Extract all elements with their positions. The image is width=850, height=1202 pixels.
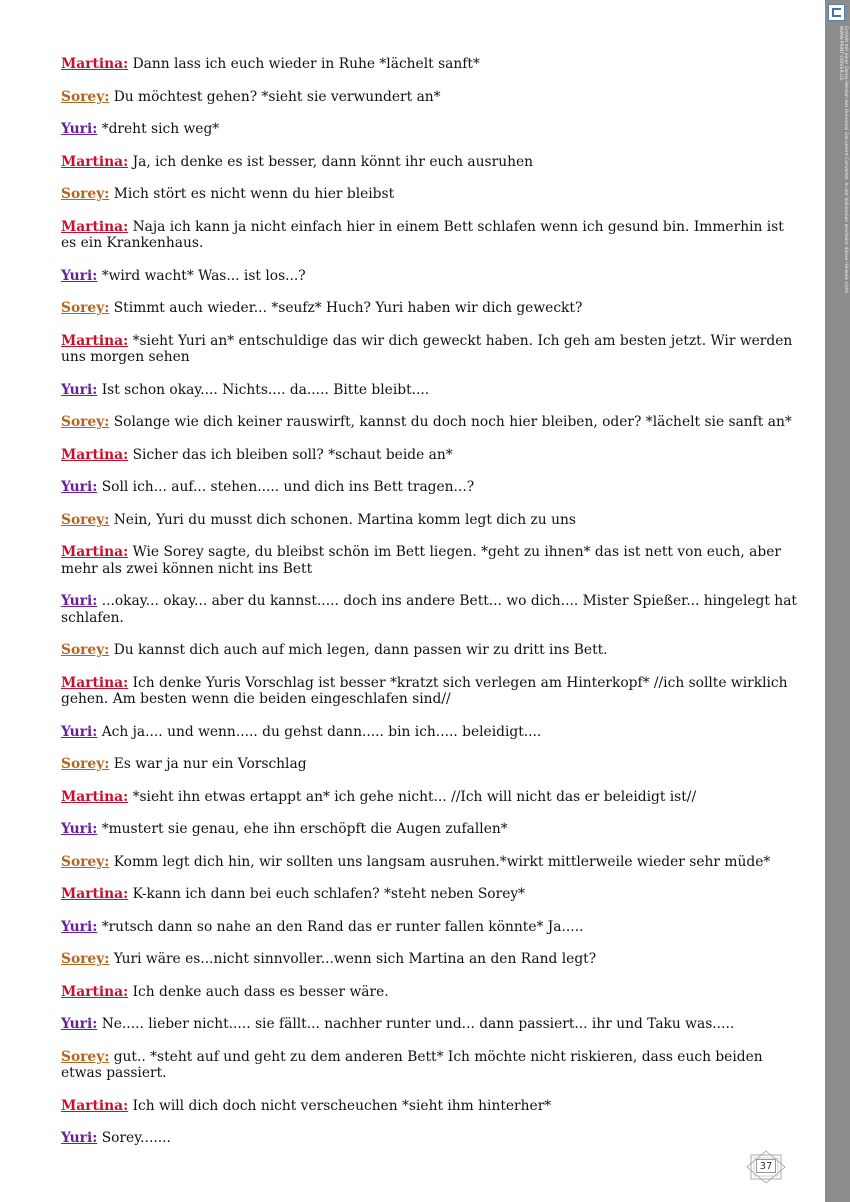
speaker-name-yuri: Yuri: bbox=[61, 723, 98, 740]
dialogue-text-line: Wie Sorey sagte, du bleibst schön im Bett liegen. *geht zu ihnen* das ist nett von euch, aber mehr als zwei können nicht ins Bett bbox=[61, 544, 781, 577]
dialogue-line bbox=[61, 447, 801, 464]
dialogue-text-line: Nein, Yuri du musst dich schonen. Martina komm legt dich zu uns bbox=[113, 511, 576, 528]
speaker-name-yuri: Yuri: bbox=[61, 479, 98, 495]
dialogue-line bbox=[61, 951, 801, 968]
dialogue-line bbox=[61, 268, 801, 285]
speaker-name-martina: Martina: bbox=[61, 886, 129, 902]
udc-logo-icon bbox=[828, 4, 845, 21]
speaker-name-martina: Martina: bbox=[61, 674, 129, 691]
speaker-name-sorey: Sorey: bbox=[61, 186, 110, 202]
dialogue-text-line: Ich denke Yuris Vorschlag ist besser *kratzt sich verlegen am Hinterkopf* //ich sollte wirklich gehen. Am besten wenn die beiden eingeschlafen sind// bbox=[61, 674, 788, 707]
dialogue-line bbox=[61, 333, 801, 366]
speaker-name-yuri: Yuri: bbox=[61, 918, 98, 935]
dialogue-text-line: Sicher das ich bleiben soll? *schaut beide an* bbox=[132, 446, 453, 463]
dialogue-line bbox=[61, 984, 801, 1001]
speaker-name-martina: Martina: bbox=[61, 446, 129, 463]
dialogue-text-line: Sorey....... bbox=[101, 1130, 171, 1146]
dialogue-line bbox=[61, 1130, 801, 1147]
dialogue-line bbox=[61, 1098, 801, 1115]
speaker-name-yuri: Yuri: bbox=[61, 1130, 98, 1146]
dialogue-line bbox=[61, 414, 801, 431]
speaker-name-martina: Martina: bbox=[61, 788, 129, 805]
dialogue-text-line: ...okay... okay... aber du kannst..... doch ins andere Bett... wo dich.... Mister Spießer... hingelegt hat schlafen. bbox=[61, 593, 797, 626]
page-number-ornament bbox=[746, 1150, 786, 1184]
dialogue-text-line: Es war ja nur ein Vorschlag bbox=[113, 756, 307, 772]
speaker-name-martina: Martina: bbox=[61, 332, 129, 349]
dialogue-text-line: Yuri wäre es...nicht sinnvoller...wenn sich Martina an den Rand legt? bbox=[113, 951, 597, 967]
dialogue-line bbox=[61, 186, 801, 203]
dialogue-text-line: Solange wie dich keiner rauswirft, kannst du doch noch hier bleiben, oder? *lächelt sie sanft an* bbox=[113, 414, 792, 430]
dialogue-line bbox=[61, 382, 801, 399]
dialogue-text-line: Ich denke auch dass es besser wäre. bbox=[132, 983, 389, 1000]
dialogue-line bbox=[61, 642, 801, 659]
dialogue-line bbox=[61, 789, 801, 806]
dialogue-text-line: Ich will dich doch nicht verscheuchen *sieht ihm hinterher* bbox=[132, 1097, 552, 1114]
speaker-name-martina: Martina: bbox=[61, 153, 129, 170]
dialogue-text-line: Stimmt auch wieder... *seufz* Huch? Yuri haben wir dich geweckt? bbox=[113, 300, 583, 316]
dialogue-line bbox=[61, 219, 801, 252]
speaker-name-martina: Martina: bbox=[61, 218, 129, 235]
dialogue-line bbox=[61, 154, 801, 171]
dialogue-text-line: *dreht sich weg* bbox=[101, 121, 220, 137]
speaker-name-martina: Martina: bbox=[61, 1097, 129, 1114]
speaker-name-yuri: Yuri: bbox=[61, 593, 98, 609]
speaker-name-martina: Martina: bbox=[61, 544, 129, 560]
dialogue-line bbox=[61, 1016, 801, 1033]
dialogue-line bbox=[61, 886, 801, 903]
demo-notice-url: WWW.PRINT-DRIVER.DE bbox=[837, 26, 843, 81]
speaker-name-yuri: Yuri: bbox=[61, 381, 98, 398]
page-number: 37 bbox=[756, 1159, 776, 1173]
dialogue-line bbox=[61, 675, 801, 708]
dialogue-line bbox=[61, 821, 801, 838]
dialogue-text-line: *mustert sie genau, ehe ihn erschöpft die Augen zufallen* bbox=[101, 821, 508, 837]
dialogue-line bbox=[61, 854, 801, 871]
dialogue-line bbox=[61, 919, 801, 936]
dialogue-text-line: Du möchtest gehen? *sieht sie verwundert an* bbox=[113, 88, 441, 105]
speaker-name-sorey: Sorey: bbox=[61, 88, 110, 105]
speaker-name-martina: Martina: bbox=[61, 56, 129, 72]
dialogue-text-line: *wird wacht* Was... ist los...? bbox=[101, 267, 306, 284]
speaker-name-yuri: Yuri: bbox=[61, 1016, 98, 1032]
speaker-name-sorey: Sorey: bbox=[61, 853, 110, 870]
dialogue-line bbox=[61, 756, 801, 773]
speaker-name-sorey: Sorey: bbox=[61, 951, 110, 967]
dialogue-text-line: K-kann ich dann bei euch schlafen? *steht neben Sorey* bbox=[132, 886, 526, 902]
dialogue-text-line: Soll ich... auf... stehen..... und dich ins Bett tragen...? bbox=[101, 479, 475, 495]
dialogue-line bbox=[61, 1049, 801, 1082]
dialogue-text-line: Du kannst dich auch auf mich legen, dann passen wir zu dritt ins Bett. bbox=[113, 642, 608, 658]
speaker-name-sorey: Sorey: bbox=[61, 1048, 110, 1065]
dialogue-text-line: Ist schon okay.... Nichts.... da..... Bitte bleibt.... bbox=[101, 381, 430, 398]
dialogue-text-line: *sieht ihn etwas ertappt an* ich gehe nicht... //Ich will nicht das er beleidigt ist// bbox=[132, 788, 697, 805]
dialogue-text-line: Ja, ich denke es ist besser, dann könnt ihr euch ausruhen bbox=[132, 153, 534, 170]
dialogue-text-line: *rutsch dann so nahe an den Rand das er runter fallen könnte* Ja..... bbox=[101, 918, 584, 935]
demo-notice bbox=[827, 26, 848, 294]
demo-notice-line: Erstellt mit einer Demo-Version des Universal Document Converter. In der Vollversion erscheint dieser Hinweis nicht. bbox=[843, 26, 848, 295]
speaker-name-sorey: Sorey: bbox=[61, 756, 110, 772]
dialogue-line bbox=[61, 300, 801, 317]
dialogue-line bbox=[61, 56, 801, 73]
speaker-name-sorey: Sorey: bbox=[61, 511, 110, 528]
dialogue-line bbox=[61, 479, 801, 496]
speaker-name-sorey: Sorey: bbox=[61, 642, 110, 658]
dialogue-text-line: Naja ich kann ja nicht einfach hier in einem Bett schlafen wenn ich gesund bin. Immerhin ist es ein Krankenhaus. bbox=[61, 218, 784, 251]
dialogue-text-line: gut.. *steht auf und geht zu dem anderen Bett* Ich möchte nicht riskieren, dass euch beiden etwas passiert. bbox=[61, 1048, 763, 1081]
dialogue-text-line: Ne..... lieber nicht..... sie fällt... nachher runter und... dann passiert... ihr und Taku was..... bbox=[101, 1016, 735, 1032]
speaker-name-yuri: Yuri: bbox=[61, 121, 98, 137]
speaker-name-sorey: Sorey: bbox=[61, 414, 110, 430]
speaker-name-martina: Martina: bbox=[61, 983, 129, 1000]
dialogue-line bbox=[61, 89, 801, 106]
dialogue-text bbox=[61, 56, 801, 1163]
dialogue-line bbox=[61, 512, 801, 529]
dialogue-text-line: Mich stört es nicht wenn du hier bleibst bbox=[113, 186, 395, 202]
speaker-name-sorey: Sorey: bbox=[61, 300, 110, 316]
dialogue-text-line: Komm legt dich hin, wir sollten uns langsam ausruhen.*wirkt mittlerweile wieder sehr müde* bbox=[113, 853, 771, 870]
dialogue-line bbox=[61, 724, 801, 741]
dialogue-text-line: Ach ja.... und wenn..... du gehst dann..... bin ich..... beleidigt.... bbox=[101, 723, 542, 740]
speaker-name-yuri: Yuri: bbox=[61, 821, 98, 837]
dialogue-line bbox=[61, 544, 801, 577]
dialogue-text-line: Dann lass ich euch wieder in Ruhe *lächelt sanft* bbox=[132, 56, 480, 72]
converter-sidebar bbox=[825, 0, 850, 1202]
dialogue-line bbox=[61, 593, 801, 626]
speaker-name-yuri: Yuri: bbox=[61, 267, 98, 284]
dialogue-text-line: *sieht Yuri an* entschuldige das wir dich geweckt haben. Ich geh am besten jetzt. Wir werden uns morgen sehen bbox=[61, 332, 793, 365]
dialogue-line bbox=[61, 121, 801, 138]
